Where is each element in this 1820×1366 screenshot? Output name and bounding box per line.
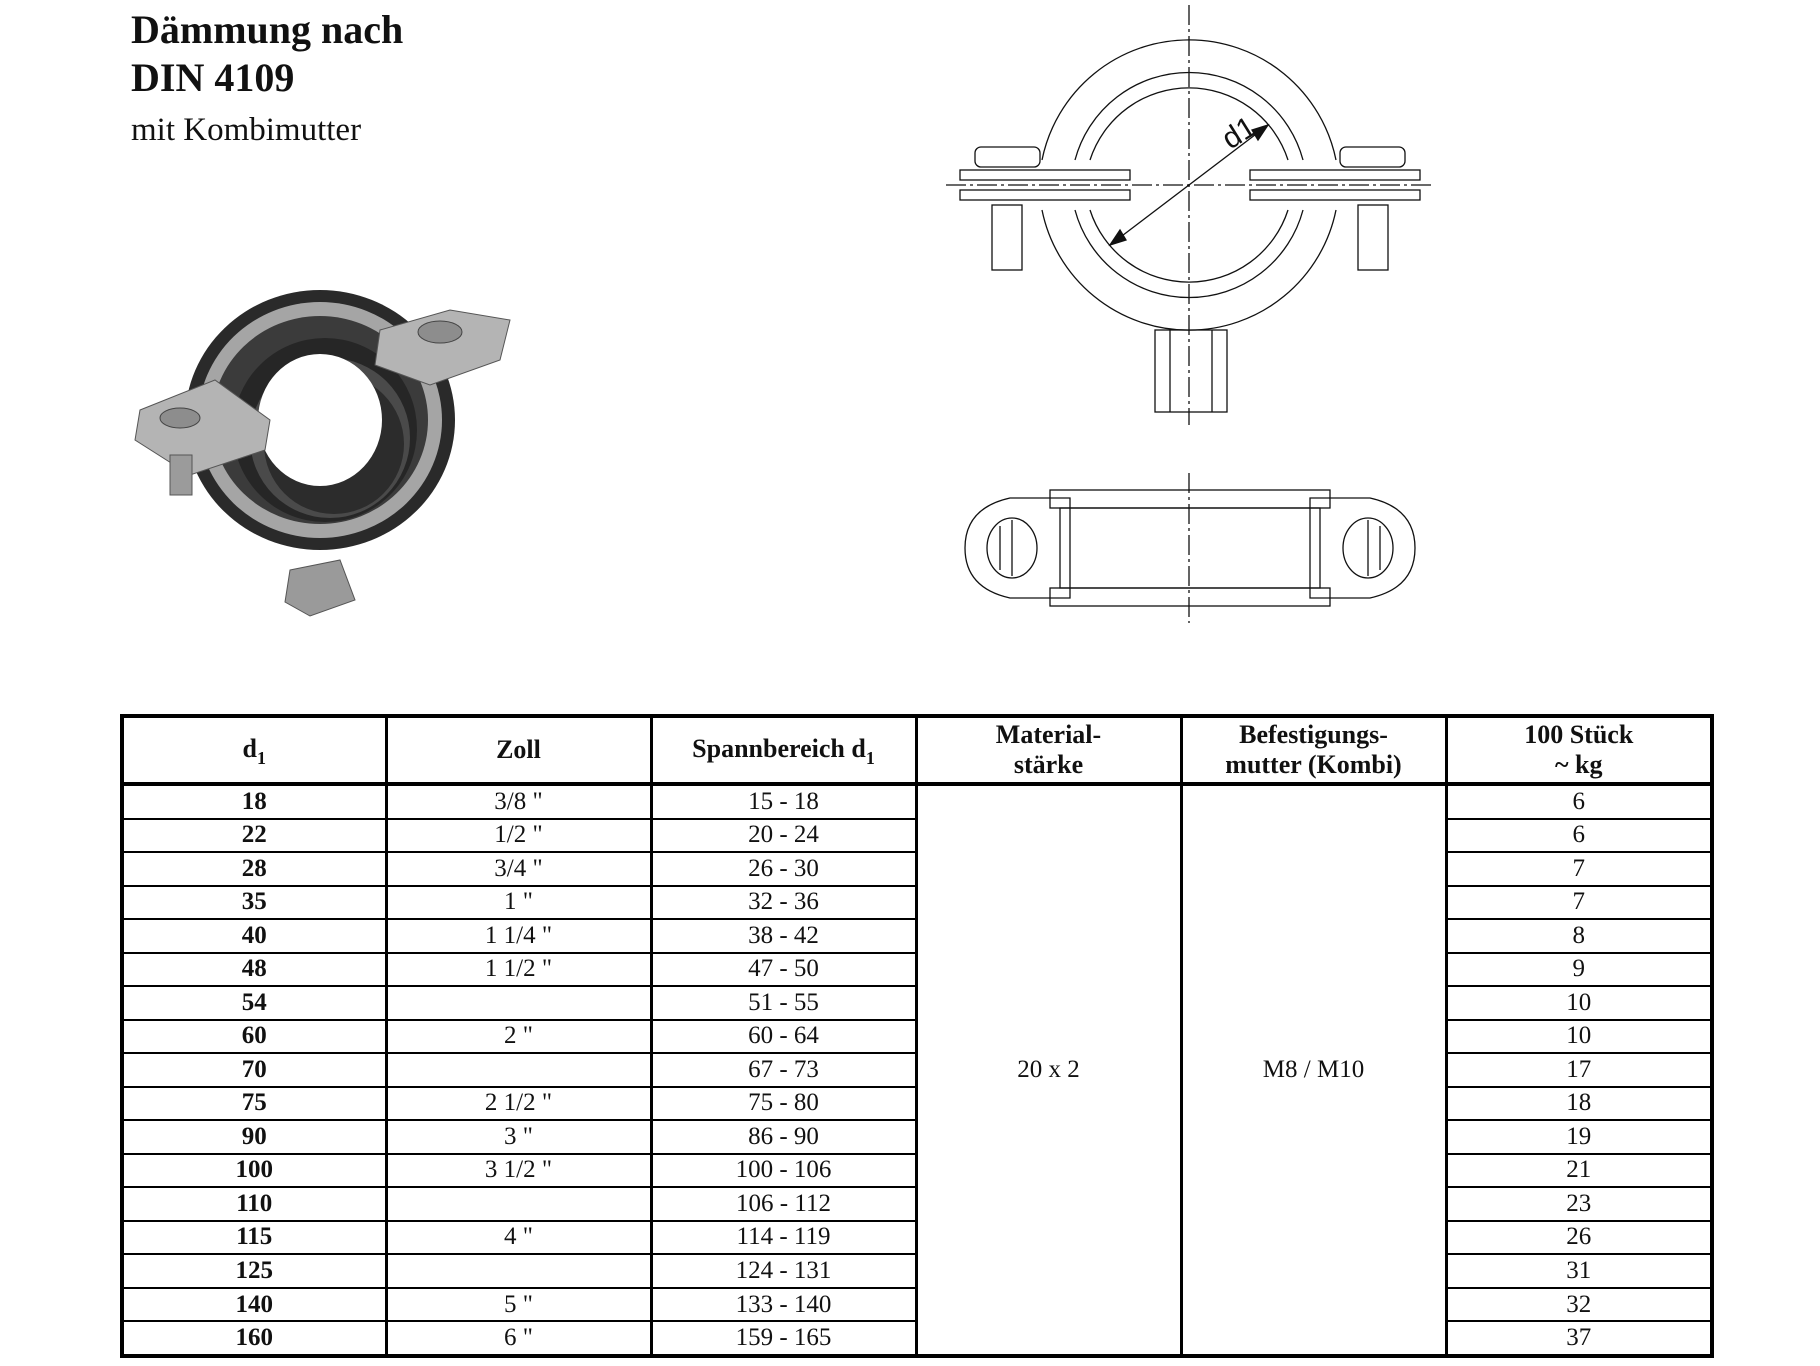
cell-zoll: 1/2 " — [386, 819, 651, 853]
title-line-2: DIN 4109 — [131, 55, 295, 100]
cell-zoll: 2 1/2 " — [386, 1087, 651, 1121]
cell-spannbereich: 60 - 64 — [651, 1020, 916, 1054]
cell-spannbereich: 106 - 112 — [651, 1187, 916, 1221]
cell-zoll: 3/8 " — [386, 784, 651, 819]
table-header-row — [122, 716, 1712, 784]
cell-zoll: 3 1/2 " — [386, 1154, 651, 1188]
cell-d1: 18 — [122, 784, 386, 819]
cell-zoll — [386, 986, 651, 1020]
cell-spannbereich: 26 - 30 — [651, 852, 916, 886]
cell-d1: 75 — [122, 1087, 386, 1121]
cell-zoll: 1 " — [386, 886, 651, 920]
cell-weight: 10 — [1446, 986, 1712, 1020]
cell-zoll — [386, 1254, 651, 1288]
cell-zoll: 5 " — [386, 1288, 651, 1322]
dimension-d1-label: d1 — [1216, 110, 1263, 156]
cell-spannbereich: 124 - 131 — [651, 1254, 916, 1288]
cell-spannbereich: 32 - 36 — [651, 886, 916, 920]
cell-weight: 6 — [1446, 819, 1712, 853]
cell-weight: 31 — [1446, 1254, 1712, 1288]
cell-spannbereich: 47 - 50 — [651, 953, 916, 987]
cell-zoll: 2 " — [386, 1020, 651, 1054]
header-materialstaerke: Material- stärke — [916, 716, 1181, 784]
cell-d1: 110 — [122, 1187, 386, 1221]
cell-d1: 35 — [122, 886, 386, 920]
cell-spannbereich: 51 - 55 — [651, 986, 916, 1020]
cell-d1: 22 — [122, 819, 386, 853]
cell-zoll: 4 " — [386, 1221, 651, 1255]
header-befestigungsmutter: Befestigungs- mutter (Kombi) — [1181, 716, 1446, 784]
technical-drawing-top — [950, 468, 1430, 628]
cell-zoll: 3 " — [386, 1120, 651, 1154]
header-spannbereich: Spannbereich $d_1$ — [651, 716, 916, 784]
cell-zoll: 1 1/4 " — [386, 919, 651, 953]
header-d1: $d_1$ — [122, 716, 386, 784]
cell-weight: 17 — [1446, 1053, 1712, 1087]
cell-zoll — [386, 1187, 651, 1221]
table-row — [122, 784, 1712, 819]
cell-weight: 8 — [1446, 919, 1712, 953]
cell-d1: 70 — [122, 1053, 386, 1087]
cell-spannbereich: 114 - 119 — [651, 1221, 916, 1255]
cell-weight: 19 — [1446, 1120, 1712, 1154]
cell-d1: 140 — [122, 1288, 386, 1322]
cell-zoll — [386, 1053, 651, 1087]
cell-weight: 32 — [1446, 1288, 1712, 1322]
cell-weight: 7 — [1446, 886, 1712, 920]
header-weight: 100 Stück ~ kg — [1446, 716, 1712, 784]
technical-drawing-front — [930, 0, 1450, 440]
cell-d1: 100 — [122, 1154, 386, 1188]
cell-spannbereich: 133 - 140 — [651, 1288, 916, 1322]
pipe-clamp-photo — [120, 270, 540, 630]
cell-spannbereich: 67 - 73 — [651, 1053, 916, 1087]
cell-spannbereich: 75 - 80 — [651, 1087, 916, 1121]
cell-d1: 28 — [122, 852, 386, 886]
cell-weight: 6 — [1446, 784, 1712, 819]
cell-zoll: 1 1/2 " — [386, 953, 651, 987]
cell-d1: 125 — [122, 1254, 386, 1288]
cell-d1: 40 — [122, 919, 386, 953]
cell-weight: 26 — [1446, 1221, 1712, 1255]
cell-weight: 9 — [1446, 953, 1712, 987]
cell-spannbereich: 15 - 18 — [651, 784, 916, 819]
cell-d1: 90 — [122, 1120, 386, 1154]
cell-d1: 60 — [122, 1020, 386, 1054]
cell-d1: 54 — [122, 986, 386, 1020]
header-zoll: Zoll — [386, 716, 651, 784]
cell-spannbereich: 159 - 165 — [651, 1321, 916, 1356]
cell-spannbereich: 86 - 90 — [651, 1120, 916, 1154]
spec-table — [120, 714, 1714, 1358]
cell-befestigungsmutter: M8 / M10 — [1181, 784, 1446, 1356]
cell-spannbereich: 20 - 24 — [651, 819, 916, 853]
title-line-1: Dämmung nach — [131, 7, 404, 52]
cell-spannbereich: 38 - 42 — [651, 919, 916, 953]
cell-weight: 10 — [1446, 1020, 1712, 1054]
cell-weight: 18 — [1446, 1087, 1712, 1121]
cell-weight: 21 — [1446, 1154, 1712, 1188]
cell-weight: 7 — [1446, 852, 1712, 886]
cell-weight: 23 — [1446, 1187, 1712, 1221]
cell-spannbereich: 100 - 106 — [651, 1154, 916, 1188]
cell-d1: 160 — [122, 1321, 386, 1356]
cell-d1: 48 — [122, 953, 386, 987]
subtitle: mit Kombimutter — [131, 112, 362, 148]
cell-weight: 37 — [1446, 1321, 1712, 1356]
cell-d1: 115 — [122, 1221, 386, 1255]
cell-zoll: 6 " — [386, 1321, 651, 1356]
cell-zoll: 3/4 " — [386, 852, 651, 886]
cell-materialstaerke: 20 x 2 — [916, 784, 1181, 1356]
